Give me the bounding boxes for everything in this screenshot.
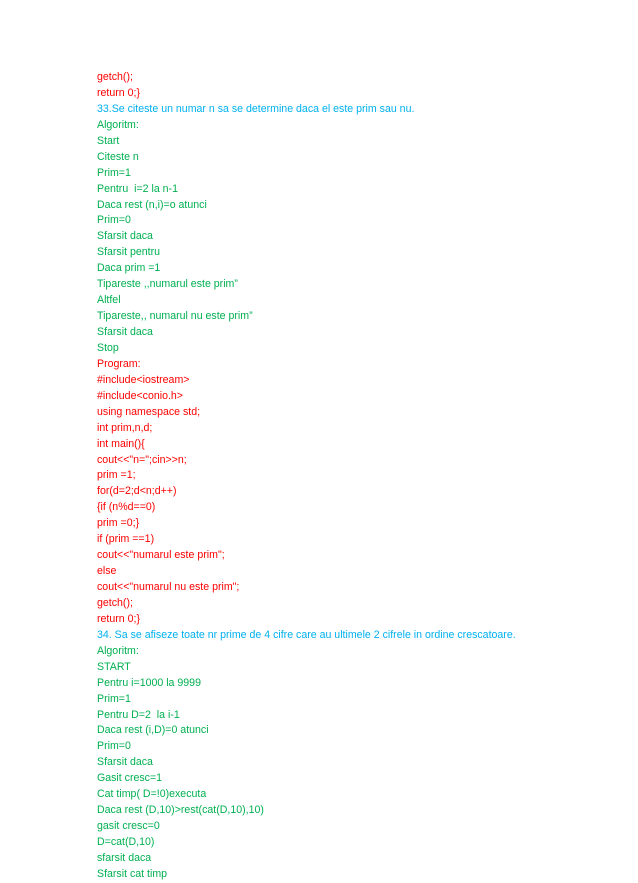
problem-heading: 33.Se citeste un numar n sa se determine daca el este prim sau nu. [97, 102, 415, 115]
code-line: for(d=2;d<n;d++) [97, 485, 177, 498]
algorithm-line: Pentru i=1000 la 9999 [97, 676, 201, 689]
code-line: return 0;} [97, 612, 140, 625]
code-line: cout<<"numarul este prim"; [97, 549, 225, 562]
algorithm-line: Start [97, 134, 120, 147]
algorithm-line: Gasit cresc=1 [97, 772, 163, 785]
algorithm-line: D=cat(D,10) [97, 836, 155, 848]
code-line: using namespace std; [97, 405, 201, 418]
code-line: else [97, 565, 117, 578]
algorithm-line: Prim=0 [97, 740, 131, 753]
algorithm-line: Altfel [97, 294, 121, 307]
algorithm-line: Algoritm: [97, 118, 139, 131]
document-page [97, 70, 617, 883]
code-line: prim =1; [97, 469, 136, 482]
algorithm-line: Prim=0 [97, 214, 131, 227]
code-line: cout<<"numarul nu este prim"; [97, 581, 240, 593]
algorithm-line: Pentru D=2 la i-1 [97, 708, 180, 721]
algorithm-line: Daca rest (D,10)>rest(cat(D,10),10) [97, 804, 264, 817]
code-line: prim =0;} [97, 517, 140, 530]
code-line: #include<iostream> [97, 373, 190, 386]
algorithm-line: Daca rest (n,i)=o atunci [97, 198, 207, 211]
algorithm-line: Daca rest (i,D)=0 atunci [97, 724, 209, 737]
code-line: return 0;} [97, 86, 140, 99]
algorithm-line: START [97, 660, 131, 673]
code-line: if (prim ==1) [97, 533, 155, 546]
algorithm-line: Tipareste ,,numarul este prim” [97, 278, 238, 291]
code-line: cout<<"n=";cin>>n; [97, 453, 187, 466]
code-line: getch(); [97, 71, 133, 83]
code-line: getch(); [97, 596, 133, 609]
algorithm-line: gasit cresc=0 [97, 820, 160, 833]
algorithm-line: Pentru i=2 la n-1 [97, 182, 178, 195]
algorithm-line: Sfarsit daca [97, 230, 153, 243]
algorithm-line: Prim=1 [97, 166, 131, 179]
algorithm-line: Sfarsit daca [97, 326, 153, 338]
algorithm-line: Algoritm: [97, 644, 139, 657]
algorithm-line: Prim=1 [97, 692, 131, 705]
code-line: {if (n%d==0) [97, 501, 156, 514]
code-line: int prim,n,d; [97, 421, 153, 434]
algorithm-line: Citeste n [97, 150, 139, 163]
algorithm-line: Tipareste,, numarul nu este prim” [97, 310, 253, 323]
code-line: #include<conio.h> [97, 389, 183, 402]
code-line: Program: [97, 357, 141, 370]
code-line: int main(){ [97, 437, 145, 450]
algorithm-line: Sfarsit daca [97, 756, 153, 769]
algorithm-line: sfarsit daca [97, 851, 152, 864]
algorithm-line: Cat timp( D=!0)executa [97, 788, 207, 801]
algorithm-line: Daca prim =1 [97, 262, 161, 275]
algorithm-line: Sfarsit cat timp [97, 867, 168, 880]
problem-heading: 34. Sa se afiseze toate nr prime de 4 cifre care au ultimele 2 cifrele in ordine crescatoare. [97, 628, 516, 641]
algorithm-line: Stop [97, 341, 119, 354]
algorithm-line: Sfarsit pentru [97, 246, 161, 259]
